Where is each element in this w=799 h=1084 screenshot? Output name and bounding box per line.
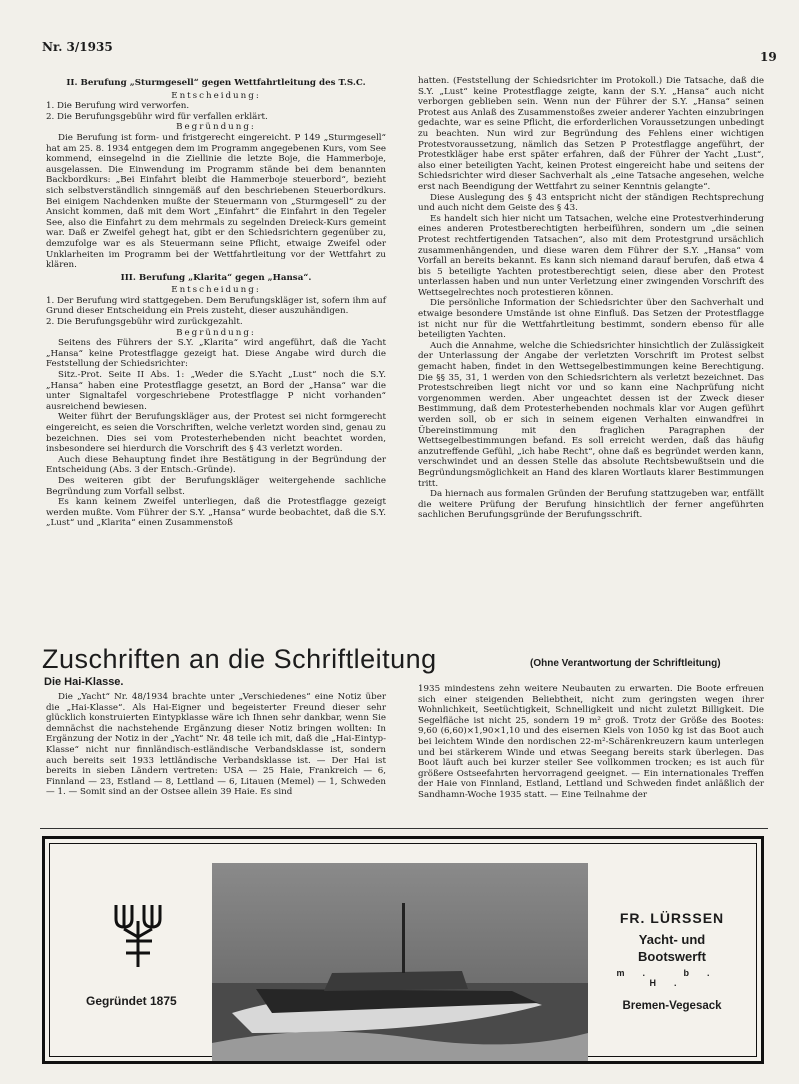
paragraph: Die Berufung ist form- und fristgerecht eingereicht. P 149 „Sturmgesell“ hat am 25. 8. 1934 entgegen dem im Programm angegebenen Kurs, vom See kommend, einsegelnd in die Ziellinie die letzte Boje, die Hammerboje, ausgelassen. Die Einwendung im Programm stände bei dem benannten Backbordkurs: „Bei Einfahrt bleibt die Hammerboje steuerbord“, bezieht sich selbstverständlich sinngemäß auf den beschriebenen Steuerbordkurs. Bei einigem Nachdenken mußte der Steuermann von „Sturmgesell“ zu der Ansicht kommen, daß mit dem Wort „Einfahrt“ die Einfahrt in den Tegeler See, also die Einfahrt zu dem mehrmals zu segelnden Dreieck-Kurs gemeint war. Daß er Zweifel gehegt hat, gibt er den Schiedsrichtern gegenüber zu, demzufolge war es als Steuermann seine Pflicht, etwaige Zweifel oder Unklarheiten im Programm bei der Wettfahrtleitung vor der Wettfahrt zu klären.: [46, 132, 386, 271]
section-label: Begründung:: [176, 327, 256, 338]
trident-logo-icon: [110, 901, 166, 971]
paragraph: 2. Die Berufungsgebühr wird zurückgezahlt.: [46, 317, 243, 328]
company-line2: Yacht- und: [638, 932, 706, 947]
subheading: II. Berufung „Sturmgesell“ gegen Wettfahrtleitung des T.S.C.: [66, 78, 366, 88]
company-name: FR. LÜRSSEN: [619, 910, 725, 926]
paragraph: Seitens des Führers der S.Y. „Klarita“ wird angeführt, daß die Yacht „Hansa“ keine Protestflagge gezeigt hat. Diese Angabe wird durch die Feststellung der Schiedsrichter:: [46, 338, 386, 370]
section-label: Entscheidung:: [171, 285, 261, 296]
ad-frame: [49, 843, 757, 1057]
article-column-right: [418, 76, 764, 521]
paragraph: 2. Die Berufungsgebühr wird für verfallen erklärt.: [46, 111, 268, 122]
subheading: III. Berufung „Klarita“ gegen „Hansa“.: [120, 272, 312, 283]
letter-title: Die Hai-Klasse.: [44, 676, 124, 688]
section-label: Begründung:: [176, 122, 256, 133]
paragraph: Die „Yacht“ Nr. 48/1934 brachte unter „Verschiedenes“ eine Notiz über die „Hai-Klasse“. Als Hai-Eigner und begeisterter Freund dieser sehr glücklich konstruierten Eintypklasse wäre ich Ihnen sehr dankbar, wenn Sie demnächst die nachstehende Ergänzung dieser Notiz bringen wollten: In Ergänzung der Notiz in der „Yacht“ Nr. 48 teile ich mit, daß die „Hai-Eintyp-Klasse“ nicht nur finnländisch-estländische Verbandsklasse ist, sondern auch bereits seit 1933 lettländische Verbandsklasse ist. — Der Hai ist bereits in sieben Ländern vertreten: USA — 25 Haie, Frankreich — 6, Finnland — 23, Estland — 8, Lettland — 6, Litauen (Memel) — 1, Schweden — 1. — Somit sind an der Ostsee allein 39 Haie. Es sind: [46, 692, 386, 798]
divider: [40, 828, 768, 829]
company-city: Bremen-Vegesack: [622, 1000, 722, 1012]
issue-number: Nr. 3/1935: [42, 40, 113, 54]
paragraph: Des weiteren gibt der Berufungskläger weitergehende sachliche Begründung zum Vorfall selbst.: [46, 475, 386, 497]
paragraph: Die persönliche Information der Schiedsrichter über den Sachverhalt und etwaige besondere Umstände ist ohne Einfluß. Das Setzen der Protestflagge ist nicht nur für die Wettfahrtleitung bestimmt, sondern ebenso für alle beteiligten Yachten.: [418, 298, 764, 341]
paragraph: Auch die Annahme, welche die Schiedsrichter hinsichtlich der Zulässigkeit der Unterlassung der Angabe der verletzten Vorschrift im Protest selbst gemacht haben, findet in den Wettsegelbestimmungen keine Berechtigung. Die §§ 35, 31, 1 werden von den Schiedsrichtern als verletzt bezeichnet. Das Protestschreiben liegt nicht vor und so kann eine Nachprüfung nicht vorgenommen werden. Aber ungeachtet dessen ist der Zweck dieser Bestimmung, daß dem Protesterhebenden nochmals klar vor Augen geführt werden soll, ob er sich in seinem eigenen Verhalten einwandfrei in Übereinstimmung mit den fraglichen Paragraphen der Wettsegelbestimmungen befand. Es soll erreicht werden, daß das häufig anzutreffende Gefühl, „ich habe Recht“, ohne daß es begründet werden kann, verschwindet und an dessen Stelle das absolute Rechtsbewußtsein und die Begründungsmöglichkeit an Hand des klaren Wortlauts klarer Bestimmungen tritt.: [418, 340, 764, 489]
letter-column-left: [46, 692, 386, 798]
paragraph: 1. Die Berufung wird verworfen.: [46, 101, 190, 112]
paragraph: Es kann keinem Zweifel unterliegen, daß die Protestflagge gezeigt werden mußte. Vom Führer der S.Y. „Hansa“ wurde beobachtet, daß die S.Y. „Lust“ und „Klarita“ einen Zusammenstoß: [46, 497, 386, 529]
paragraph: Weiter führt der Berufungskläger aus, der Protest sei nicht formgerecht eingereicht, es seien die Vorschriften, welche verletzt worden sind, genau zu bezeichnen. Dies sei vom Protesterhebenden nicht beachtet worden, insbesondere sei hierdurch die Vorschrift des § 43 verletzt worden.: [46, 412, 386, 455]
section-disclaimer: (Ohne Verantwortung der Schriftleitung): [530, 658, 721, 669]
letter-column-right: [418, 684, 764, 801]
company-line3: Bootswerft: [638, 949, 706, 964]
paragraph: hatten. (Feststellung der Schiedsrichter im Protokoll.) Die Tatsache, daß die S.Y. „Lust“ keine Protestflagge zeigte, kann der S.Y. „Hansa“ auch nicht verborgen geblieben sein. Wenn nun der Führer der S.Y. „Hansa“ seinen Protest aus Anlaß des Zusammenstoßes zweier anderer Yachten einzubringen gedachte, war es seine Pflicht, die erforderlichen Voraussetzungen unbedingt zu beachten. Nun wird zur Begründung des Fehlens einer wichtigen Protestvoraussetzung, nämlich das Setzen P Protestflagge angeführt, der Protestkläger habe erst später erfahren, daß der Führer der Yacht „Lust“, also einer beteiligten Yacht, keinen Protest eingereicht habe und seitens der Schiedsrichter wird dieser Sachverhalt als „eine Tatsache angesehen, welche erst nach Beendigung der Wettfahrt zu seiner Kenntnis gelangte“.: [418, 76, 764, 192]
paragraph: 1935 mindestens zehn weitere Neubauten zu erwarten. Die Boote erfreuen sich einer steigenden Beliebtheit, nicht zum geringsten wegen ihrer Wohnlichkeit, Seetüchtigkeit, Schnelligkeit und nicht zuletzt Billigkeit. Die Segelfläche ist nicht 25, sondern 19 m² groß. Trotz der Größe des Bootes: 9,60 (6,60)×1,90×1,10 und des eisernen Kiels von 1050 kg ist das Boot auch bei leichtem Winde den nordischen 22-m²-Schärenkreuzern kaum unterlegen und bei stärkerem Winde und etwas Seegang bereits stark überlegen. Das Boot läuft auch bei kurzer steiler See vollkommen trocken; es ist auch für größere Ostseefahrten hervorragend geeignet. — Ein internationales Treffen der Haie von Finnland, Estland, Lettland und Schweden findet anläßlich der Sandhamn-Woche 1935 statt. — Eine Teilnahme der: [418, 684, 764, 800]
section-label: Entscheidung:: [171, 90, 261, 101]
page-number: 19: [760, 50, 777, 64]
paragraph: Sitz.-Prot. Seite II Abs. 1: „Weder die S.Yacht „Lust“ noch die S.Y. „Hansa“ haben eine Protestflagge gesetzt, an Bord der „Hansa“ war die unter Signaltafel vorgeschriebene Protestflagge P nicht vorhanden“ ausreichend bewiesen.: [46, 370, 386, 412]
section-title: Zuschriften an die Schriftleitung: [42, 644, 437, 674]
paragraph: Auch diese Behauptung findet ihre Bestätigung in der Begründung der Entscheidung (Abs. 3 der Entsch.-Gründe).: [46, 454, 386, 476]
company-block: [610, 910, 734, 1012]
paragraph: 1. Der Berufung wird stattgegeben. Dem Berufungskläger ist, sofern ihm auf Grund dieser Entscheidung ein Preis zusteht, dieser auszuhändigen.: [46, 295, 386, 317]
paragraph: Da hiernach aus formalen Gründen der Berufung stattzugeben war, entfällt die weitere Prüfung der Berufung hinsichtlich der ferner angeführten sachlichen Berufungsgründe der Berufungsschrift.: [418, 489, 764, 521]
advertisement: [42, 836, 764, 1064]
paragraph: Es handelt sich hier nicht um Tatsachen, welche eine Protestverhinderung eines anderen Protestberechtigten herbeiführen, sondern um „die seinen Protest rechtfertigenden Tatsachen“, also mit dem Protestgrund ursächlich zusammenhängenden, und diese waren dem Führer der S.Y. „Hansa“ vom Vorfall an bereits bekannt. Es kann sich niemand darauf berufen, daß etwa 4 bis 5 beteiligte Yachten protestberechtigt seien, diese aber den Protest unterlassen haben und nun unter Verletzung einer zwingenden Vorschrift des Wettsegelrechtes noch protestieren können.: [418, 213, 764, 298]
founded-year: Gegründet 1875: [86, 994, 177, 1008]
motorboat-photo: [212, 863, 588, 1061]
article-column-left: [46, 76, 386, 529]
paragraph: Diese Auslegung des § 43 entspricht nicht der ständigen Rechtsprechung und auch nicht dem Geiste des § 43.: [418, 192, 764, 214]
company-legal-form: m. b. H.: [616, 968, 728, 988]
